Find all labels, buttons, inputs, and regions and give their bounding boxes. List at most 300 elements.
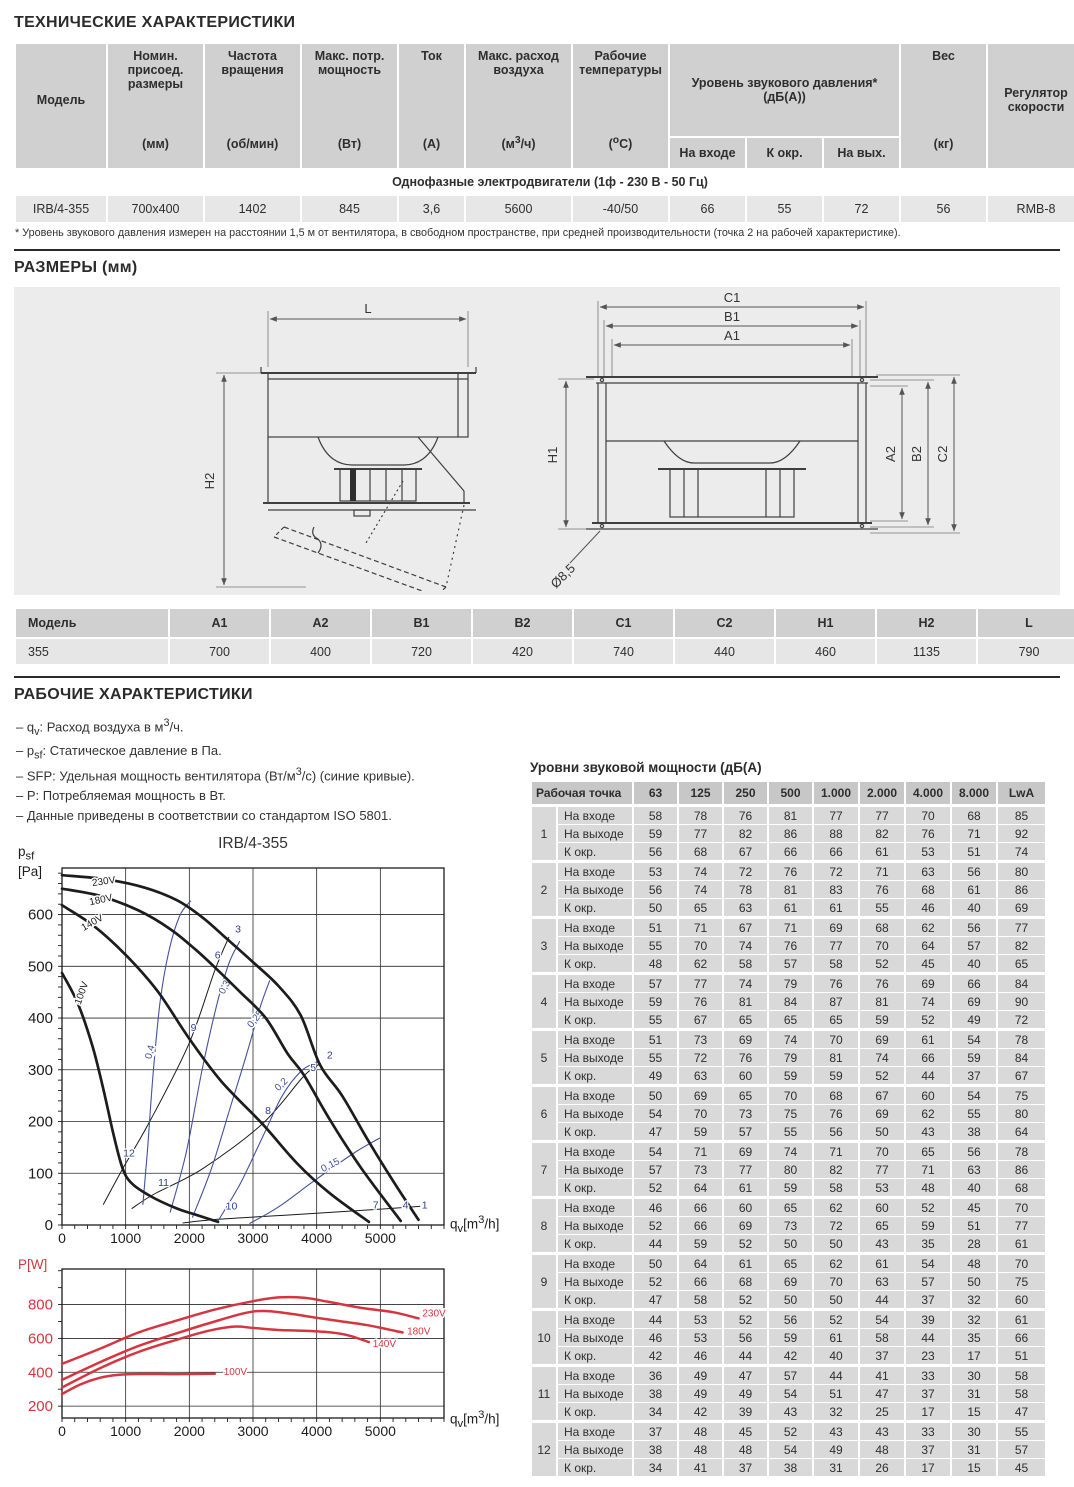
sound-value-cell: 75 — [997, 1273, 1046, 1291]
sound-row-label: На выходе — [557, 1105, 633, 1123]
sound-value-cell: 86 — [997, 1161, 1046, 1179]
sound-value-cell: 47 — [723, 1366, 768, 1385]
sound-value-cell: 30 — [951, 1366, 997, 1385]
sound-value-cell: 34 — [633, 1403, 678, 1422]
sound-row-label: К окр. — [557, 899, 633, 918]
sound-value-cell: 70 — [905, 806, 951, 825]
sound-value-cell: 70 — [813, 1030, 859, 1049]
sound-value-cell: 59 — [768, 1067, 813, 1086]
svg-text:400: 400 — [27, 1364, 53, 1382]
svg-text:3000: 3000 — [237, 1422, 269, 1439]
sound-value-cell: 69 — [859, 1030, 905, 1049]
dim-col-header: C1 — [574, 609, 673, 637]
sound-value-cell: 92 — [997, 825, 1046, 843]
perf-bullet: – $q_v$: Расход воздуха в $м^3/ч$. — [16, 717, 184, 738]
sound-value-cell: 48 — [678, 1441, 723, 1459]
sound-value-cell: 42 — [768, 1347, 813, 1366]
sound-value-cell: 55 — [859, 899, 905, 918]
working-point-number: 2 — [531, 862, 557, 918]
sound-value-cell: 76 — [678, 993, 723, 1011]
sound-value-cell: 74 — [768, 1142, 813, 1161]
sound-value-cell: 37 — [951, 1067, 997, 1086]
sound-value-cell: 61 — [859, 1254, 905, 1273]
sound-value-cell: 70 — [859, 1142, 905, 1161]
sound-value-cell: 86 — [997, 881, 1046, 899]
svg-text:0,3: 0,3 — [216, 978, 234, 996]
sound-row-label: На входе — [557, 1198, 633, 1217]
dim-col-header: A2 — [271, 609, 370, 637]
sound-value-cell: 60 — [905, 1086, 951, 1105]
sound-value-cell: 65 — [813, 1011, 859, 1030]
sound-value-cell: 52 — [723, 1310, 768, 1329]
sound-value-cell: 40 — [951, 955, 997, 974]
sound-value-cell: 55 — [633, 1011, 678, 1030]
sound-value-cell: 67 — [723, 843, 768, 862]
sound-value-cell: 81 — [768, 806, 813, 825]
dim-col-header: Модель — [16, 609, 168, 637]
sound-row-label: К окр. — [557, 1123, 633, 1142]
sound-value-cell: 52 — [633, 1273, 678, 1291]
sound-value-cell: 43 — [768, 1403, 813, 1422]
sound-value-cell: 68 — [678, 843, 723, 862]
sound-value-cell: 69 — [768, 1273, 813, 1291]
sound-value-cell: 54 — [768, 1441, 813, 1459]
sound-value-cell: 77 — [997, 918, 1046, 937]
tech-section-title: ТЕХНИЧЕСКИЕ ХАРАКТЕРИСТИКИ — [14, 14, 296, 31]
sound-value-cell: 59 — [633, 825, 678, 843]
sound-value-cell: 42 — [633, 1347, 678, 1366]
sound-value-cell: 72 — [813, 1217, 859, 1235]
sound-value-cell: 52 — [633, 1217, 678, 1235]
svg-text:500: 500 — [27, 958, 53, 976]
svg-text:1000: 1000 — [110, 1422, 142, 1439]
sound-row-label: На выходе — [557, 993, 633, 1011]
sound-col-header: 125 — [678, 782, 723, 806]
svg-text:10: 10 — [225, 1200, 238, 1213]
svg-text:180V: 180V — [407, 1326, 431, 1338]
dim-value-cell: 400 — [271, 639, 370, 664]
sound-value-cell: 81 — [859, 993, 905, 1011]
sound-value-cell: 65 — [905, 1142, 951, 1161]
sound-value-cell: 58 — [678, 1291, 723, 1310]
perf-bullet: – $p_{sf}$: Статическое давление в Па. — [16, 742, 222, 762]
sound-value-cell: 81 — [768, 881, 813, 899]
sound-value-cell: 66 — [768, 843, 813, 862]
sound-value-cell: 53 — [678, 1310, 723, 1329]
pressure-x-axis-label: $q_v[m^3/h]$ — [450, 1213, 500, 1235]
sound-value-cell: 40 — [951, 899, 997, 918]
svg-text:5000: 5000 — [364, 1422, 396, 1439]
sound-value-cell: 55 — [951, 1105, 997, 1123]
svg-text:230V: 230V — [422, 1308, 446, 1320]
sound-value-cell: 56 — [723, 1329, 768, 1347]
dimensions-section-title: РАЗМЕРЫ (мм) — [14, 259, 138, 276]
section-divider — [14, 249, 1060, 251]
sound-value-cell: 87 — [813, 993, 859, 1011]
power-chart — [14, 1261, 519, 1441]
sound-value-cell: 76 — [813, 974, 859, 993]
sound-value-cell: 68 — [951, 806, 997, 825]
tech-value-cell: 845 — [302, 196, 397, 222]
sound-value-cell: 82 — [813, 1161, 859, 1179]
sound-row-label: К окр. — [557, 1347, 633, 1366]
sound-row-label: На входе — [557, 974, 633, 993]
sound-value-cell: 68 — [859, 918, 905, 937]
dim-label-H2: H2 — [202, 472, 217, 490]
sound-value-cell: 61 — [905, 1030, 951, 1049]
sound-value-cell: 66 — [678, 1198, 723, 1217]
tech-footnote: * Уровень звукового давления измерен на расстоянии 1,5 м от вентилятора, в свободном пространстве, при средней производительности (точка 2 на рабочей характеристике). — [15, 227, 901, 239]
sound-value-cell: 74 — [723, 937, 768, 955]
sound-value-cell: 69 — [678, 1086, 723, 1105]
sound-value-cell: 25 — [859, 1403, 905, 1422]
sound-value-cell: 48 — [723, 1441, 768, 1459]
sound-value-cell: 72 — [997, 1011, 1046, 1030]
working-point-number: 9 — [531, 1254, 557, 1310]
working-point-number: 3 — [531, 918, 557, 974]
perf-bullet: – SFP: Удельная мощность вентилятора $(Вт/м^3/с)$ (синие кривые). — [16, 765, 415, 784]
sound-value-cell: 53 — [859, 1179, 905, 1198]
sound-row-label: К окр. — [557, 1459, 633, 1477]
sound-value-cell: 54 — [951, 1030, 997, 1049]
sound-value-cell: 58 — [859, 1329, 905, 1347]
svg-text:0: 0 — [44, 1216, 53, 1234]
sound-row-label: На входе — [557, 806, 633, 825]
dim-value-cell: 700 — [170, 639, 269, 664]
sound-value-cell: 44 — [633, 1310, 678, 1329]
sound-value-cell: 57 — [997, 1441, 1046, 1459]
tech-subcol-header: На входе — [670, 138, 745, 168]
sound-value-cell: 43 — [859, 1422, 905, 1441]
section-divider — [14, 676, 1060, 678]
sound-value-cell: 82 — [997, 937, 1046, 955]
svg-text:0,15: 0,15 — [319, 1156, 342, 1175]
tech-col-header: Макс. расход воздуха $(м^3/ч)$ — [466, 44, 571, 168]
sound-value-cell: 49 — [951, 1011, 997, 1030]
sound-value-cell: 54 — [905, 1254, 951, 1273]
sound-value-cell: 50 — [813, 1235, 859, 1254]
sound-value-cell: 68 — [905, 881, 951, 899]
sound-value-cell: 70 — [997, 1254, 1046, 1273]
sound-value-cell: 71 — [859, 862, 905, 881]
sound-value-cell: 50 — [768, 1291, 813, 1310]
sound-value-cell: 70 — [813, 1273, 859, 1291]
sound-row-label: На выходе — [557, 1217, 633, 1235]
sound-value-cell: 61 — [813, 1329, 859, 1347]
sound-value-cell: 48 — [905, 1179, 951, 1198]
sound-value-cell: 70 — [678, 1105, 723, 1123]
charts-column — [14, 714, 522, 1446]
fan-side-view-drawing — [18, 291, 518, 591]
dim-value-cell: 1135 — [877, 639, 976, 664]
svg-text:5000: 5000 — [364, 1229, 396, 1246]
svg-text:2: 2 — [326, 1049, 333, 1062]
sound-row-label: К окр. — [557, 1179, 633, 1198]
sound-value-cell: 54 — [768, 1385, 813, 1403]
sound-value-cell: 56 — [633, 881, 678, 899]
sound-row-label: К окр. — [557, 1291, 633, 1310]
dim-col-header: H2 — [877, 609, 976, 637]
sound-value-cell: 43 — [859, 1235, 905, 1254]
svg-text:11: 11 — [158, 1176, 170, 1189]
sound-levels-title: Уровни звуковой мощности (дБ(А) — [530, 760, 762, 775]
sound-value-cell: 78 — [997, 1030, 1046, 1049]
sound-value-cell: 57 — [768, 955, 813, 974]
svg-text:3: 3 — [235, 923, 242, 936]
sound-value-cell: 66 — [997, 1329, 1046, 1347]
sound-value-cell: 48 — [951, 1254, 997, 1273]
sound-value-cell: 65 — [723, 1011, 768, 1030]
sound-value-cell: 74 — [997, 843, 1046, 862]
sound-value-cell: 60 — [723, 1067, 768, 1086]
sound-value-cell: 53 — [633, 862, 678, 881]
perf-bullet: – P: Потребляемая мощность в Вт. — [16, 788, 226, 804]
sound-value-cell: 15 — [951, 1403, 997, 1422]
sound-value-cell: 67 — [997, 1067, 1046, 1086]
sound-value-cell: 76 — [905, 825, 951, 843]
sound-value-cell: 61 — [723, 1254, 768, 1273]
sound-value-cell: 52 — [905, 1011, 951, 1030]
sound-value-cell: 52 — [905, 1198, 951, 1217]
sound-value-cell: 36 — [633, 1366, 678, 1385]
sound-value-cell: 57 — [633, 974, 678, 993]
dim-label-B2: B2 — [909, 446, 924, 462]
sound-value-cell: 45 — [951, 1198, 997, 1217]
sound-row-label: К окр. — [557, 843, 633, 862]
dim-label-C1: C1 — [723, 291, 741, 305]
sound-col-header: 63 — [633, 782, 678, 806]
sound-value-cell: 76 — [859, 881, 905, 899]
sound-value-cell: 51 — [951, 843, 997, 862]
sound-value-cell: 37 — [905, 1385, 951, 1403]
sound-value-cell: 17 — [905, 1459, 951, 1477]
sound-value-cell: 77 — [813, 937, 859, 955]
sound-value-cell: 57 — [905, 1273, 951, 1291]
sound-value-cell: 31 — [813, 1459, 859, 1477]
sound-value-cell: 52 — [859, 1067, 905, 1086]
sound-value-cell: 50 — [633, 899, 678, 918]
sound-value-cell: 65 — [678, 899, 723, 918]
sound-value-cell: 78 — [997, 1142, 1046, 1161]
sound-value-cell: 45 — [905, 955, 951, 974]
dimension-drawings — [14, 287, 1060, 595]
sound-value-cell: 63 — [678, 1067, 723, 1086]
dim-label-C2: C2 — [935, 445, 950, 463]
power-chart-wrap — [14, 1256, 522, 1446]
svg-text:1: 1 — [421, 1199, 428, 1212]
sound-value-cell: 59 — [678, 1123, 723, 1142]
sound-value-cell: 32 — [813, 1403, 859, 1422]
perf-bullet: – Данные приведены в соответствии со стандартом ISO 5801. — [16, 807, 392, 823]
sound-value-cell: 61 — [768, 899, 813, 918]
sound-value-cell: 80 — [997, 1105, 1046, 1123]
sound-value-cell: 47 — [997, 1403, 1046, 1422]
sound-value-cell: 75 — [768, 1105, 813, 1123]
sound-value-cell: 61 — [723, 1179, 768, 1198]
dim-label-hole-diameter: Ø8,5 — [547, 560, 579, 591]
svg-text:300: 300 — [27, 1061, 53, 1079]
sound-value-cell: 73 — [723, 1105, 768, 1123]
tech-value-cell: 5600 — [466, 196, 571, 222]
tech-value-cell: 56 — [901, 196, 986, 222]
sound-value-cell: 57 — [768, 1366, 813, 1385]
sound-row-label: На выходе — [557, 1329, 633, 1347]
sound-value-cell: 56 — [951, 918, 997, 937]
sound-value-cell: 52 — [859, 955, 905, 974]
sound-value-cell: 69 — [723, 1217, 768, 1235]
sound-value-cell: 58 — [997, 1385, 1046, 1403]
sound-value-cell: 58 — [723, 955, 768, 974]
sound-value-cell: 63 — [951, 1161, 997, 1179]
sound-value-cell: 65 — [997, 955, 1046, 974]
sound-value-cell: 63 — [723, 899, 768, 918]
sound-value-cell: 51 — [997, 1347, 1046, 1366]
svg-text:140V: 140V — [79, 912, 106, 934]
sound-col-header: 4.000 — [905, 782, 951, 806]
sound-value-cell: 15 — [951, 1459, 997, 1477]
sound-value-cell: 76 — [813, 1105, 859, 1123]
dim-value-cell: 740 — [574, 639, 673, 664]
sound-row-label: К окр. — [557, 1235, 633, 1254]
power-x-axis-label: $q_v[m^3/h]$ — [450, 1408, 500, 1430]
sound-value-cell: 52 — [633, 1179, 678, 1198]
sound-value-cell: 90 — [997, 993, 1046, 1011]
sound-value-cell: 59 — [768, 1179, 813, 1198]
working-point-number: 1 — [531, 806, 557, 862]
svg-text:4000: 4000 — [301, 1422, 333, 1439]
sound-value-cell: 53 — [905, 843, 951, 862]
pressure-chart-wrap — [14, 830, 522, 1253]
sound-value-cell: 59 — [678, 1235, 723, 1254]
sound-row-label: На выходе — [557, 825, 633, 843]
sound-value-cell: 51 — [951, 1217, 997, 1235]
sound-value-cell: 45 — [723, 1422, 768, 1441]
sound-value-cell: 50 — [633, 1086, 678, 1105]
dim-col-header: L — [978, 609, 1074, 637]
sound-value-cell: 71 — [905, 1161, 951, 1179]
dim-value-cell: 355 — [16, 639, 168, 664]
sound-value-cell: 74 — [859, 1049, 905, 1067]
sound-value-cell: 74 — [678, 881, 723, 899]
sound-value-cell: 82 — [723, 825, 768, 843]
sound-row-label: На входе — [557, 918, 633, 937]
sound-value-cell: 62 — [813, 1254, 859, 1273]
sound-row-label: На входе — [557, 1422, 633, 1441]
sound-value-cell: 57 — [633, 1161, 678, 1179]
sound-value-cell: 44 — [813, 1366, 859, 1385]
sound-value-cell: 70 — [768, 1086, 813, 1105]
sound-value-cell: 72 — [723, 862, 768, 881]
sound-value-cell: 58 — [813, 1179, 859, 1198]
sound-value-cell: 68 — [723, 1273, 768, 1291]
svg-text:9: 9 — [190, 1021, 197, 1034]
sound-value-cell: 34 — [633, 1459, 678, 1477]
sound-row-label: На выходе — [557, 1049, 633, 1067]
sound-value-cell: 44 — [723, 1347, 768, 1366]
sound-row-label: К окр. — [557, 1067, 633, 1086]
sound-col-header: 8.000 — [951, 782, 997, 806]
sound-value-cell: 74 — [768, 1030, 813, 1049]
fan-front-view-drawing — [536, 291, 1056, 591]
sound-column — [530, 714, 1052, 1477]
sound-value-cell: 43 — [813, 1422, 859, 1441]
tech-specs-table — [14, 42, 1074, 224]
sound-value-cell: 61 — [997, 1235, 1046, 1254]
sound-row-label: На входе — [557, 1254, 633, 1273]
tech-value-cell: 55 — [747, 196, 822, 222]
sound-value-cell: 55 — [633, 1049, 678, 1067]
sound-value-cell: 38 — [633, 1441, 678, 1459]
sound-col-header: 500 — [768, 782, 813, 806]
tech-value-cell: IRB/4-355 — [16, 196, 106, 222]
sound-value-cell: 33 — [905, 1366, 951, 1385]
sound-value-cell: 69 — [951, 993, 997, 1011]
sound-value-cell: 55 — [633, 937, 678, 955]
working-point-number: 6 — [531, 1086, 557, 1142]
tech-value-cell: 72 — [824, 196, 899, 222]
dim-label-H1: H1 — [545, 446, 560, 464]
sound-col-header: LwA — [997, 782, 1046, 806]
sound-value-cell: 53 — [678, 1329, 723, 1347]
sound-value-cell: 52 — [723, 1235, 768, 1254]
svg-text:3000: 3000 — [237, 1229, 269, 1246]
svg-text:6: 6 — [214, 949, 221, 962]
tech-col-header: Модель — [16, 44, 106, 168]
sound-value-cell: 30 — [951, 1422, 997, 1441]
sound-value-cell: 54 — [859, 1310, 905, 1329]
sound-value-cell: 50 — [813, 1291, 859, 1310]
sound-value-cell: 66 — [951, 974, 997, 993]
sound-value-cell: 77 — [813, 806, 859, 825]
sound-value-cell: 72 — [678, 1049, 723, 1067]
sound-value-cell: 62 — [813, 1198, 859, 1217]
sound-value-cell: 77 — [859, 1161, 905, 1179]
sound-value-cell: 61 — [951, 881, 997, 899]
sound-value-cell: 62 — [678, 955, 723, 974]
svg-text:7: 7 — [372, 1199, 379, 1212]
sound-value-cell: 59 — [813, 1067, 859, 1086]
motor-type-row: Однофазные электродвигатели (1ф - 230 В - 50 Гц) — [16, 170, 1074, 194]
sound-value-cell: 58 — [813, 955, 859, 974]
sound-value-cell: 65 — [859, 1217, 905, 1235]
sound-value-cell: 57 — [723, 1123, 768, 1142]
tech-value-cell: 3,6 — [399, 196, 464, 222]
sound-value-cell: 71 — [768, 918, 813, 937]
sound-row-label: На входе — [557, 1086, 633, 1105]
svg-text:0,4: 0,4 — [143, 1043, 158, 1060]
svg-text:180V: 180V — [88, 892, 114, 908]
sound-value-cell: 51 — [633, 918, 678, 937]
sound-value-cell: 78 — [723, 881, 768, 899]
chart-title: IRB/4-355 — [218, 834, 288, 852]
sound-col-header: 1.000 — [813, 782, 859, 806]
sound-levels-table — [530, 781, 1047, 1477]
sound-value-cell: 50 — [859, 1123, 905, 1142]
sound-value-cell: 46 — [633, 1198, 678, 1217]
sound-value-cell: 44 — [859, 1291, 905, 1310]
tech-value-cell: 1402 — [205, 196, 300, 222]
sound-value-cell: 47 — [859, 1385, 905, 1403]
dim-col-header: A1 — [170, 609, 269, 637]
sound-value-cell: 76 — [768, 937, 813, 955]
tech-value-cell: RMB-8 — [988, 196, 1074, 222]
dim-label-L: L — [364, 301, 372, 316]
sound-value-cell: 37 — [859, 1347, 905, 1366]
sound-value-cell: 67 — [678, 1011, 723, 1030]
svg-text:140V: 140V — [372, 1338, 397, 1350]
sound-value-cell: 61 — [997, 1310, 1046, 1329]
sound-col-header: 2.000 — [859, 782, 905, 806]
